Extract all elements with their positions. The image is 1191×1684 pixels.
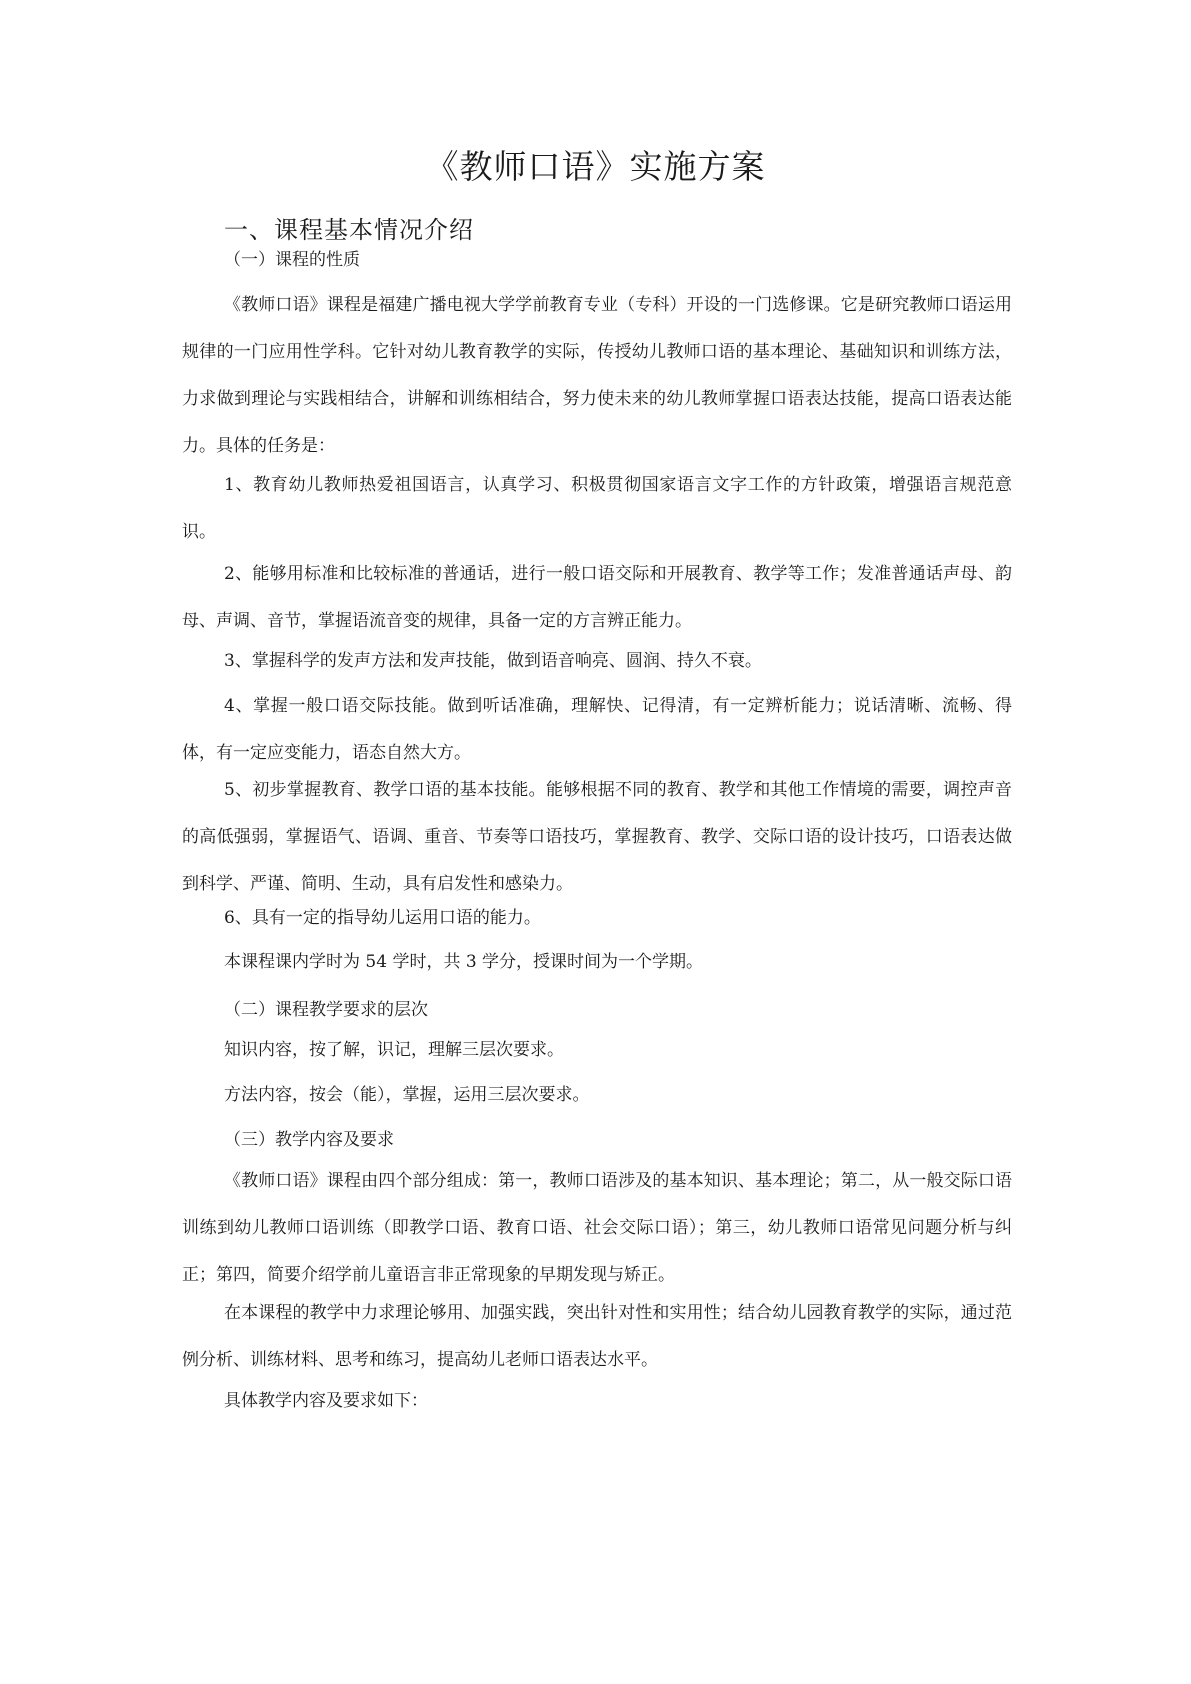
list-item: 1、教育幼儿教师热爱祖国语言，认真学习、积极贯彻国家语言文字工作的方针政策，增强语言规范意识。 bbox=[182, 475, 1012, 542]
list-item: 5、初步掌握教育、教学口语的基本技能。能够根据不同的教育、教学和其他工作情境的需要，调控声音的高低强弱，掌握语气、语调、重音、节奏等口语技巧，掌握教育、教学、交际口语的设计技巧，口语表达做到科学、严谨、简明、生动，具有启发性和感染力。 bbox=[182, 780, 1012, 894]
list-item: 3、掌握科学的发声方法和发声技能，做到语音响亮、圆润、持久不衰。 bbox=[224, 651, 762, 671]
paragraph-level-knowledge: 知识内容，按了解，识记，理解三层次要求。 bbox=[224, 1040, 564, 1060]
list-item: 6、具有一定的指导幼儿运用口语的能力。 bbox=[224, 908, 541, 928]
list-item: 4、掌握一般口语交际技能。做到听话准确，理解快、记得清，有一定辨析能力；说话清晰、流畅、得体，有一定应变能力，语态自然大方。 bbox=[182, 696, 1012, 763]
paragraph-details: 具体教学内容及要求如下： bbox=[224, 1391, 428, 1411]
subsection-heading: （三）教学内容及要求 bbox=[224, 1130, 394, 1150]
paragraph-content: 《教师口语》课程由四个部分组成：第一，教师口语涉及的基本知识、基本理论；第二，从一般交际口语训练到幼儿教师口语训练（即教学口语、教育口语、社会交际口语）；第三，幼儿教师口语常见问题分析与纠正；第四，简要介绍学前儿童语言非正常现象的早期发现与矫正。 bbox=[182, 1171, 1012, 1285]
subsection-heading: （二）课程教学要求的层次 bbox=[224, 1000, 428, 1020]
list-item: 2、能够用标准和比较标准的普通话，进行一般口语交际和开展教育、教学等工作；发准普通话声母、韵母、声调、音节，掌握语流音变的规律，具备一定的方言辨正能力。 bbox=[182, 564, 1012, 631]
paragraph-practice: 在本课程的教学中力求理论够用、加强实践，突出针对性和实用性；结合幼儿园教育教学的实际，通过范例分析、训练材料、思考和练习，提高幼儿老师口语表达水平。 bbox=[182, 1303, 1012, 1370]
document-title: 《教师口语》实施方案 bbox=[425, 147, 766, 186]
paragraph-hours: 本课程课内学时为 54 学时，共 3 学分，授课时间为一个学期。 bbox=[224, 952, 704, 972]
paragraph-level-method: 方法内容，按会（能），掌握，运用三层次要求。 bbox=[224, 1085, 590, 1105]
paragraph-intro: 《教师口语》课程是福建广播电视大学学前教育专业（专科）开设的一门选修课。它是研究教师口语运用规律的一门应用性学科。它针对幼儿教育教学的实际，传授幼儿教师口语的基本理论、基础知识和训练方法，力求做到理论与实践相结合，讲解和训练相结合，努力使未来的幼儿教师掌握口语表达技能，提高口语表达能力。具体的任务是： bbox=[182, 295, 1012, 456]
section-heading: 一、课程基本情况介绍 bbox=[224, 216, 474, 244]
subsection-heading: （一）课程的性质 bbox=[224, 250, 360, 270]
